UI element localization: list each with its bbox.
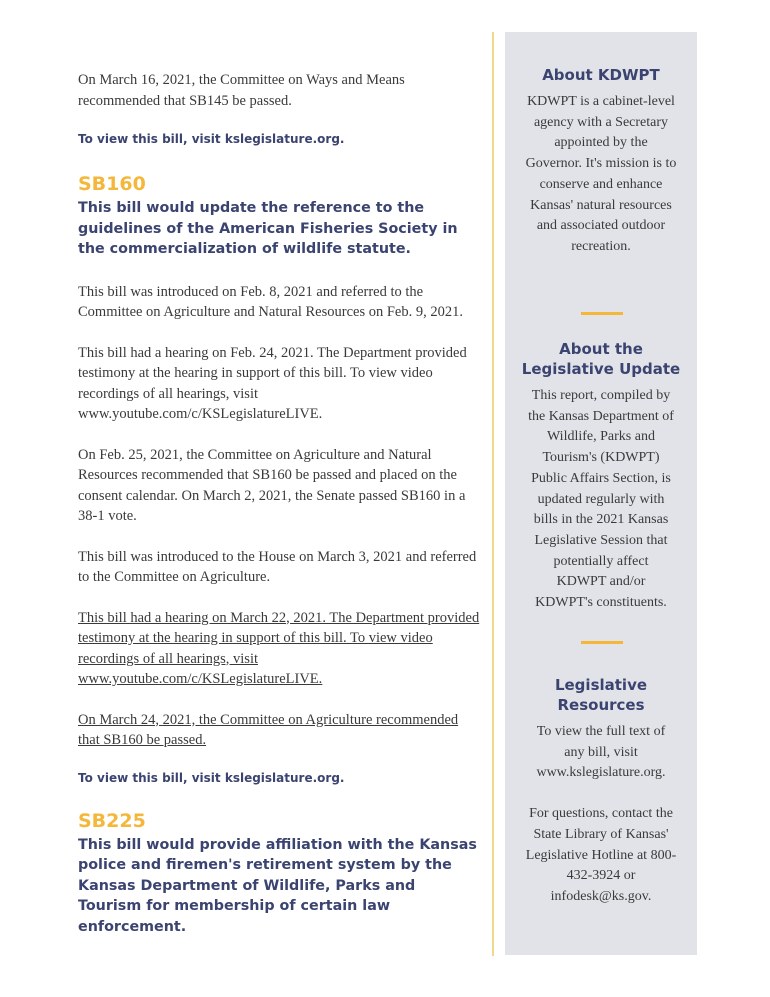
about-kdwpt-section: [525, 65, 677, 258]
bill-description-sb225: This bill would provide affiliation with the Kansas police and firemen's retirement system by the Kansas Department of Wildlife, Parks and Tourism for membership of certain law enforcement.: [78, 836, 477, 935]
sb160-paragraph-introduced: This bill was introduced on Feb. 8, 2021 and referred to the Committee on Agriculture and Natural Resources on Feb. 9, 2021.: [78, 283, 463, 320]
sb160-paragraph-committee-feb: On Feb. 25, 2021, the Committee on Agriculture and Natural Resources recommended that SB160 be passed and placed on the consent calendar. On March 2, 2021, the Senate passed SB160 in a 38-1 vote.: [78, 446, 466, 524]
resources-text-contact: For questions, contact the State Library of Kansas' Legislative Hotline at 800-432-3924 or infodesk@ks.gov.: [525, 806, 677, 904]
sidebar: [505, 32, 697, 955]
about-update-section: [515, 339, 687, 614]
sb160-paragraph-hearing-march: This bill had a hearing on March 22, 2021. The Department provided testimony at the hearing in support of this bill. To view video recordings of all hearings, visit www.youtube.com/c/KSLegislatureLIVE.: [78, 609, 480, 687]
sidebar-accent-rule: [581, 312, 623, 315]
resources-section: [517, 675, 685, 908]
about-kdwpt-text: KDWPT is a cabinet-level agency with a Secretary appointed by the Governor. It's mission is to conserve and enhance Kansas' natural resources and associated outdoor recreation.: [525, 94, 677, 254]
view-bill-link-sb160[interactable]: To view this bill, visit kslegislature.org.: [78, 770, 345, 785]
about-update-text: This report, compiled by the Kansas Department of Wildlife, Parks and Tourism's (KDWPT) Public Affairs Section, is updated regularly with bills in the 2021 Kansas Legislative Session that potentially affect KDWPT and/or KDWPT's constituents.: [528, 388, 674, 611]
intro-paragraph: On March 16, 2021, the Committee on Ways and Means recommended that SB145 be passed.: [78, 72, 405, 109]
about-update-title: About the Legislative Update: [521, 340, 681, 378]
sidebar-accent-rule: [581, 641, 623, 644]
resources-text-view: To view the full text of any bill, visit www.kslegislature.org.: [536, 724, 666, 781]
column-divider: [492, 32, 494, 956]
sb160-paragraph-committee-march: On March 24, 2021, the Committee on Agriculture recommended that SB160 be passed.: [78, 711, 459, 748]
sb160-paragraph-hearing-feb: This bill had a hearing on Feb. 24, 2021. The Department provided testimony at the hearing in support of this bill. To view video recordings of all hearings, visit www.youtube.com/c/KSLegislatureLIVE.: [78, 344, 467, 422]
bill-id-sb160: SB160: [78, 173, 146, 195]
bill-description-sb160: This bill would update the reference to the guidelines of the American Fisheries Society in the commercialization of wildlife statute.: [78, 200, 458, 257]
main-column: [78, 70, 483, 937]
bill-id-sb225: SB225: [78, 809, 146, 832]
sb160-paragraph-house: This bill was introduced to the House on March 3, 2021 and referred to the Committee on Agriculture.: [78, 548, 477, 585]
view-bill-link-sb145[interactable]: To view this bill, visit kslegislature.org.: [78, 132, 345, 146]
about-kdwpt-title: About KDWPT: [542, 66, 660, 84]
resources-title: Legislative Resources: [554, 676, 648, 714]
